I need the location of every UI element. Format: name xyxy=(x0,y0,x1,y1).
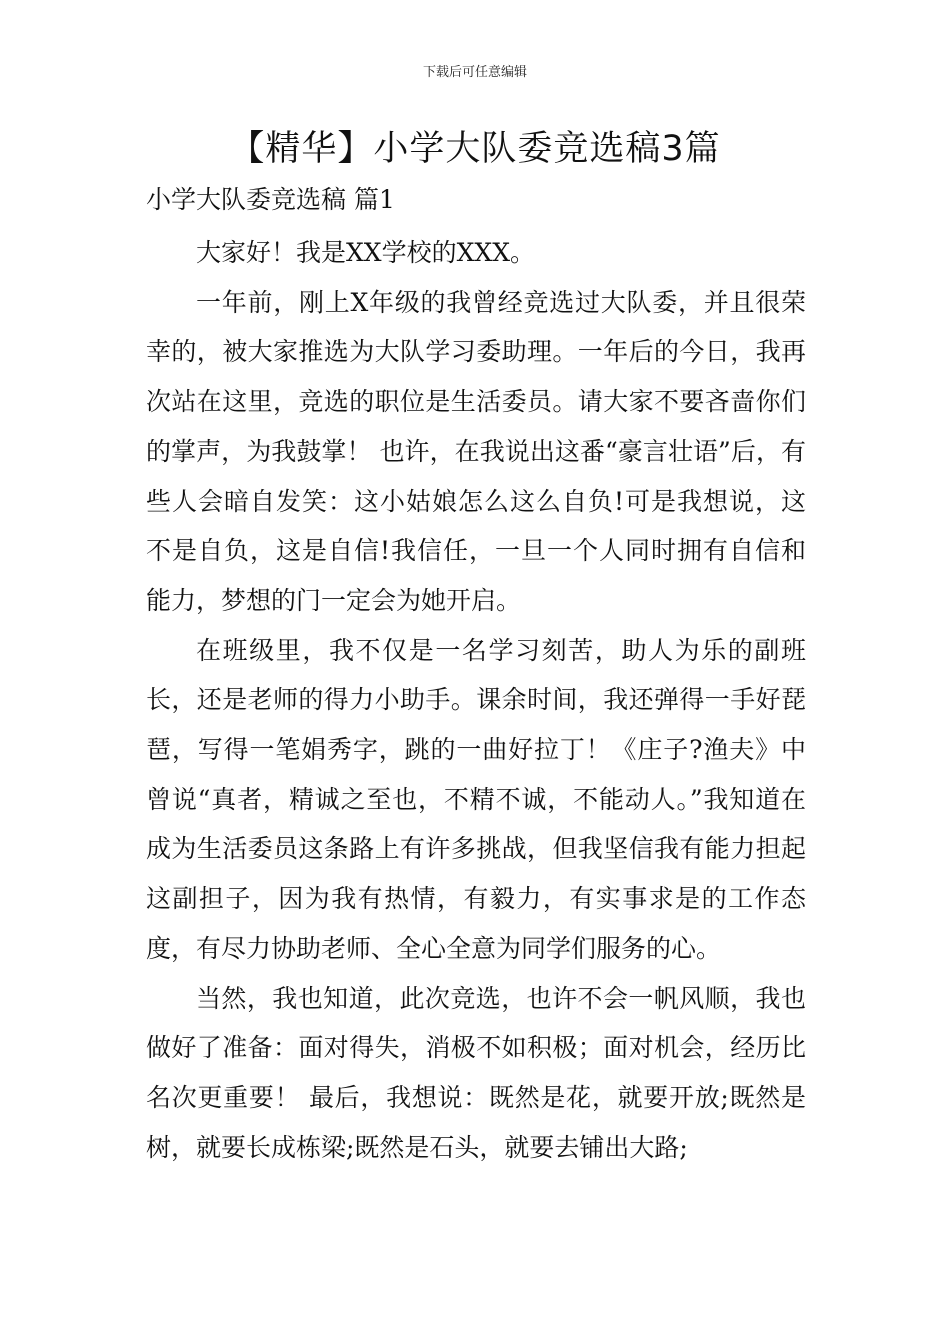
paragraph-class-experience: 在班级里，我不仅是一名学习刻苦，助人为乐的副班长，还是老师的得力小助手。课余时间，我还弹得一手好琵琶，写得一笔娟秀字，跳的一曲好拉丁！《庄子?渔夫》中曾说“真者，精诚之至也，不精不诚，不能动人。”我知道在成为生活委员这条路上有许多挑战，但我坚信我有能力担起这副担子，因为我有热情，有毅力，有实事求是的工作态度，有尽力协助老师、全心全意为同学们服务的心。 xyxy=(146,635,806,963)
section-title: 小学大队委竞选稿 篇1 xyxy=(146,185,395,214)
document-body xyxy=(146,228,806,1172)
paragraph-greeting: 大家好！我是XX学校的XXX。 xyxy=(196,238,535,267)
paragraph-conclusion: 当然，我也知道，此次竞选，也许不会一帆风顺，我也做好了准备：面对得失，消极不如积极；面对机会，经历比名次更重要！ 最后，我想说：既然是花，就要开放;既然是树，就要长成栋梁;既然是石头，就要去铺出大路; xyxy=(146,983,806,1162)
download-note: 下载后可任意编辑 xyxy=(422,65,527,80)
paragraph-introduction: 一年前，刚上X年级的我曾经竞选过大队委，并且很荣幸的，被大家推选为大队学习委助理。一年后的今日，我再次站在这里，竞选的职位是生活委员。请大家不要吝啬你们的掌声，为我鼓掌！ 也许，在我说出这番“豪言壮语”后，有些人会暗自发笑：这小姑娘怎么这么自负!可是我想说，这不是自负，这是自信!我信任，一旦一个人同时拥有自信和能力，梦想的门一定会为她开启。 xyxy=(146,287,806,615)
document-title: 【精华】小学大队委竞选稿3篇 xyxy=(229,129,721,169)
